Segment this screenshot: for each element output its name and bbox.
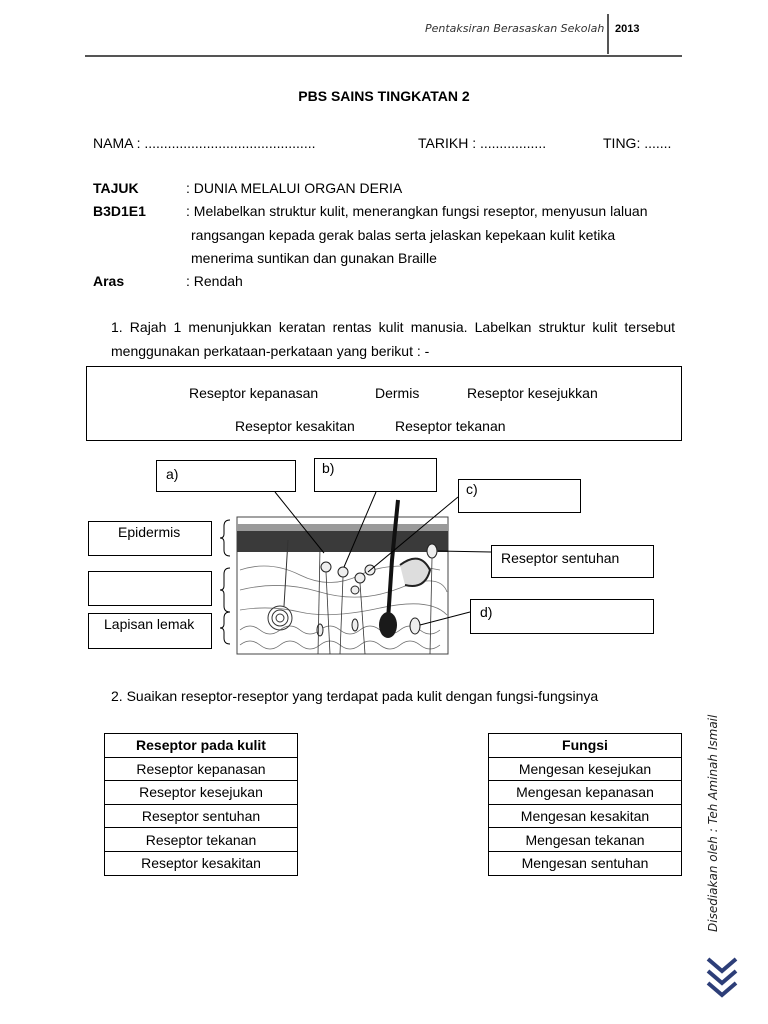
table-row: Mengesan sentuhan bbox=[489, 851, 682, 875]
ting-field: TING: ....... bbox=[603, 135, 672, 151]
tajuk-value: : DUNIA MELALUI ORGAN DERIA bbox=[186, 180, 403, 196]
label-epidermis-text: Epidermis bbox=[118, 524, 181, 540]
label-box-reseptor-sentuhan[interactable] bbox=[491, 545, 654, 578]
page-title: PBS SAINS TINGKATAN 2 bbox=[298, 88, 470, 104]
table-row: Reseptor tekanan bbox=[105, 828, 298, 852]
label-lapisan-lemak-text: Lapisan lemak bbox=[104, 616, 195, 632]
label-box-b[interactable] bbox=[314, 458, 437, 492]
receptor-table-header: Reseptor pada kulit bbox=[105, 734, 298, 758]
label-a-text: a) bbox=[166, 466, 179, 482]
table-row: Reseptor kesakitan bbox=[105, 851, 298, 875]
chevron-down-icon bbox=[704, 955, 740, 1005]
label-box-c[interactable] bbox=[458, 479, 581, 513]
table-row: Reseptor sentuhan bbox=[105, 804, 298, 828]
word-reseptor-tekanan: Reseptor tekanan bbox=[395, 418, 506, 434]
function-table-header: Fungsi bbox=[489, 734, 682, 758]
q1-line-1: 1. Rajah 1 menunjukkan keratan rentas kulit manusia. Labelkan struktur kulit tersebut bbox=[111, 319, 675, 335]
header-year: 2013 bbox=[615, 23, 640, 35]
label-d-text: d) bbox=[480, 604, 493, 620]
label-box-dermis[interactable] bbox=[88, 571, 212, 606]
label-box-lapisan-lemak[interactable] bbox=[88, 613, 212, 649]
code-line-2: rangsangan kepada gerak balas serta jelaskan kepekaan kulit ketika bbox=[191, 227, 616, 243]
function-table bbox=[488, 733, 682, 876]
q1-line-2: menggunakan perkataan-perkataan yang berikut : - bbox=[111, 343, 430, 359]
table-row: Mengesan tekanan bbox=[489, 828, 682, 852]
label-b-text: b) bbox=[322, 460, 335, 476]
table-row: Reseptor kesejukan bbox=[105, 781, 298, 805]
header-subtitle: Pentaksiran Berasaskan Sekolah bbox=[425, 22, 605, 35]
tajuk-label: TAJUK bbox=[93, 180, 139, 196]
tarikh-field: TARIKH : ................. bbox=[418, 135, 547, 151]
label-reseptor-sentuhan-text: Reseptor sentuhan bbox=[501, 550, 620, 566]
nama-field: NAMA : ............................................ bbox=[93, 135, 316, 151]
label-c-text: c) bbox=[466, 481, 478, 497]
word-reseptor-kesejukkan: Reseptor kesejukkan bbox=[467, 385, 598, 401]
label-box-a[interactable] bbox=[156, 460, 296, 492]
code-line-3: menerima suntikan dan gunakan Braille bbox=[191, 250, 437, 266]
word-dermis: Dermis bbox=[375, 385, 420, 401]
word-reseptor-kesakitan: Reseptor kesakitan bbox=[235, 418, 355, 434]
word-reseptor-kepanasan: Reseptor kepanasan bbox=[189, 385, 319, 401]
prepared-by: Disediakan oleh : Teh Aminah Ismail bbox=[706, 714, 720, 932]
label-box-d[interactable] bbox=[470, 599, 654, 634]
q2-instruction: 2. Suaikan reseptor-reseptor yang terdapat pada kulit dengan fungsi-fungsinya bbox=[111, 688, 599, 704]
table-row: Mengesan kepanasan bbox=[489, 781, 682, 805]
code-label: B3D1E1 bbox=[93, 203, 146, 219]
table-row: Mengesan kesejukan bbox=[489, 757, 682, 781]
receptor-table bbox=[104, 733, 298, 876]
table-row: Reseptor kepanasan bbox=[105, 757, 298, 781]
aras-value: : Rendah bbox=[186, 273, 243, 289]
code-line-1: : Melabelkan struktur kulit, menerangkan fungsi reseptor, menyusun laluan bbox=[186, 203, 648, 219]
label-box-epidermis[interactable] bbox=[88, 521, 212, 556]
table-row: Mengesan kesakitan bbox=[489, 804, 682, 828]
aras-label: Aras bbox=[93, 273, 125, 289]
